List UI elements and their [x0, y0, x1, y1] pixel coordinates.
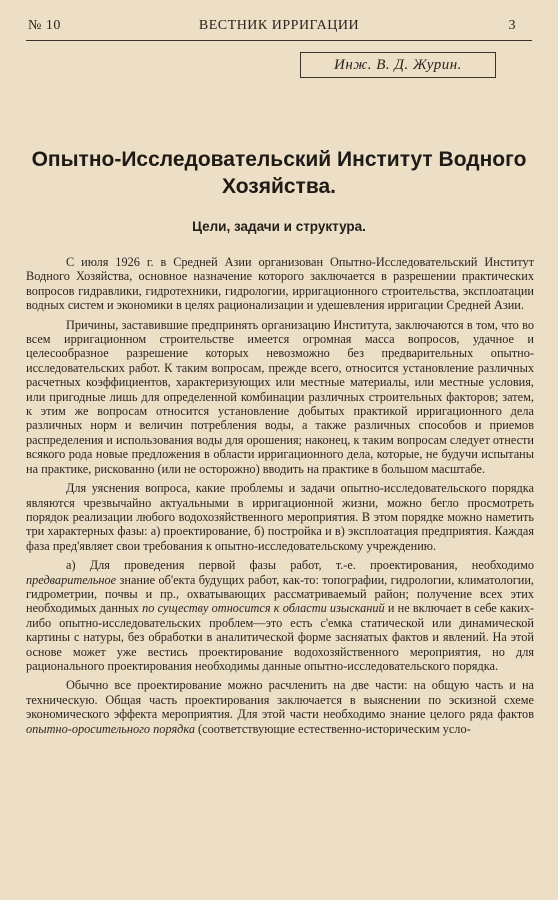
page-number: 3 [508, 18, 516, 33]
paragraph-5 [26, 678, 534, 736]
paragraph-2: Причины, заставившие предпринять организацию Института, заключаются в том, что во всем ирригационном строительстве имеется огромная масса вопросов, удачное и целесообразное разрешение которых невозможно без предварительных опытно-исследовательских работ. К таким вопросам, прежде всего, относится установление различных расчетных коэффициентов, характеризующих или местные материалы, или местные условия, или пригодные лишь для определенной комбинации различных строительных факторов; затем, к этим же вопросам относится установление добытых практикой ирригационного дела различных норм и величин потребления воды, а также различных способов и приемов распределения и использования воды для орошения; наконец, к таким вопросам следует отнести всякого рода новые предложения в области ирригационного дела, которые, не будучи испытаны на практике, рискованно (или не осторожно) вводить на практике в большом масштабе. [26, 317, 535, 476]
paragraph-4-text-c: и не включает в себе каких-либо опытно-исследовательских проблем—это есть с'емка статической или динамической картины с натуры, без обработки в аналитической форме засняатых фактов и явлений. На этой основе может уже вестись проектирование водохозяйственного мероприятия, но для рационального проектирования необходимы данные опытно-исследовательского порядка. [26, 601, 534, 673]
paragraph-4-emphasis-2: по существу относится к области изысканий [142, 601, 385, 616]
paragraph-4-text-b: знание об'екта будущих работ, как-то: топографии, гидрологии, климатологии, гидрометрии, почвы и пр., охватывающих рассматриваемый район; получение всех этих необходимых данных [26, 572, 534, 616]
paragraph-4-emphasis-1: предварительное [26, 572, 117, 587]
paragraph-1: С июля 1926 г. в Средней Азии организован Опытно-Исследовательский Институт Водного Хозяйства, основное назначение которого заключается в разрешении практических вопросов гидравлики, гидротехники, гидрологии, ирригационного строительства, эксплоатации водных систем и экономики в целях рационализации и удешевления ирригации Средней Азии. [26, 255, 534, 313]
header-rule [26, 40, 532, 41]
article-title: Опытно-Исследовательский Институт Водного Хозяйства. [31, 148, 527, 198]
running-header [28, 18, 530, 38]
paragraph-5-emphasis-1: опытно-оросительного порядка [26, 721, 195, 736]
journal-title: ВЕСТНИК ИРРИГАЦИИ [198, 18, 360, 33]
paragraph-4-text-a: а) Для проведения первой фазы работ, т.-е. проектирования, необходимо [66, 558, 534, 573]
paragraph-5-text-a: Обычно все проектирование можно расчленить на две части: на общую часть и на техническую. Общая часть проектирования заключается в выяснении по эскизной схеме экономического эффекта мероприятия. Для этой части необходимо знание целого ряда фактов [26, 678, 534, 722]
paragraph-4 [26, 558, 534, 673]
article-subtitle: Цели, задачи и структура. [192, 219, 366, 234]
paragraph-3: Для уяснения вопроса, какие проблемы и задачи опытно-исследовательского порядка являются чрезвычайно актуальными в ирригационной жизни, можно бегло просмотреть порядок реализации любого водохозяйственного мероприятия. В этом порядке можно наметить три характерных фазы: а) проектирование, б) постройка и в) эксплоатация предприятия. Каждая фаза пред'являет свои требования к опытно-исследовательскому учреждению. [26, 481, 534, 553]
paragraph-5-text-b: (соответствующие естественно-историческим усло- [194, 721, 471, 736]
article-body [26, 255, 534, 736]
author-box: Инж. В. Д. Журин. [300, 52, 496, 78]
issue-number: № 10 [28, 18, 61, 33]
